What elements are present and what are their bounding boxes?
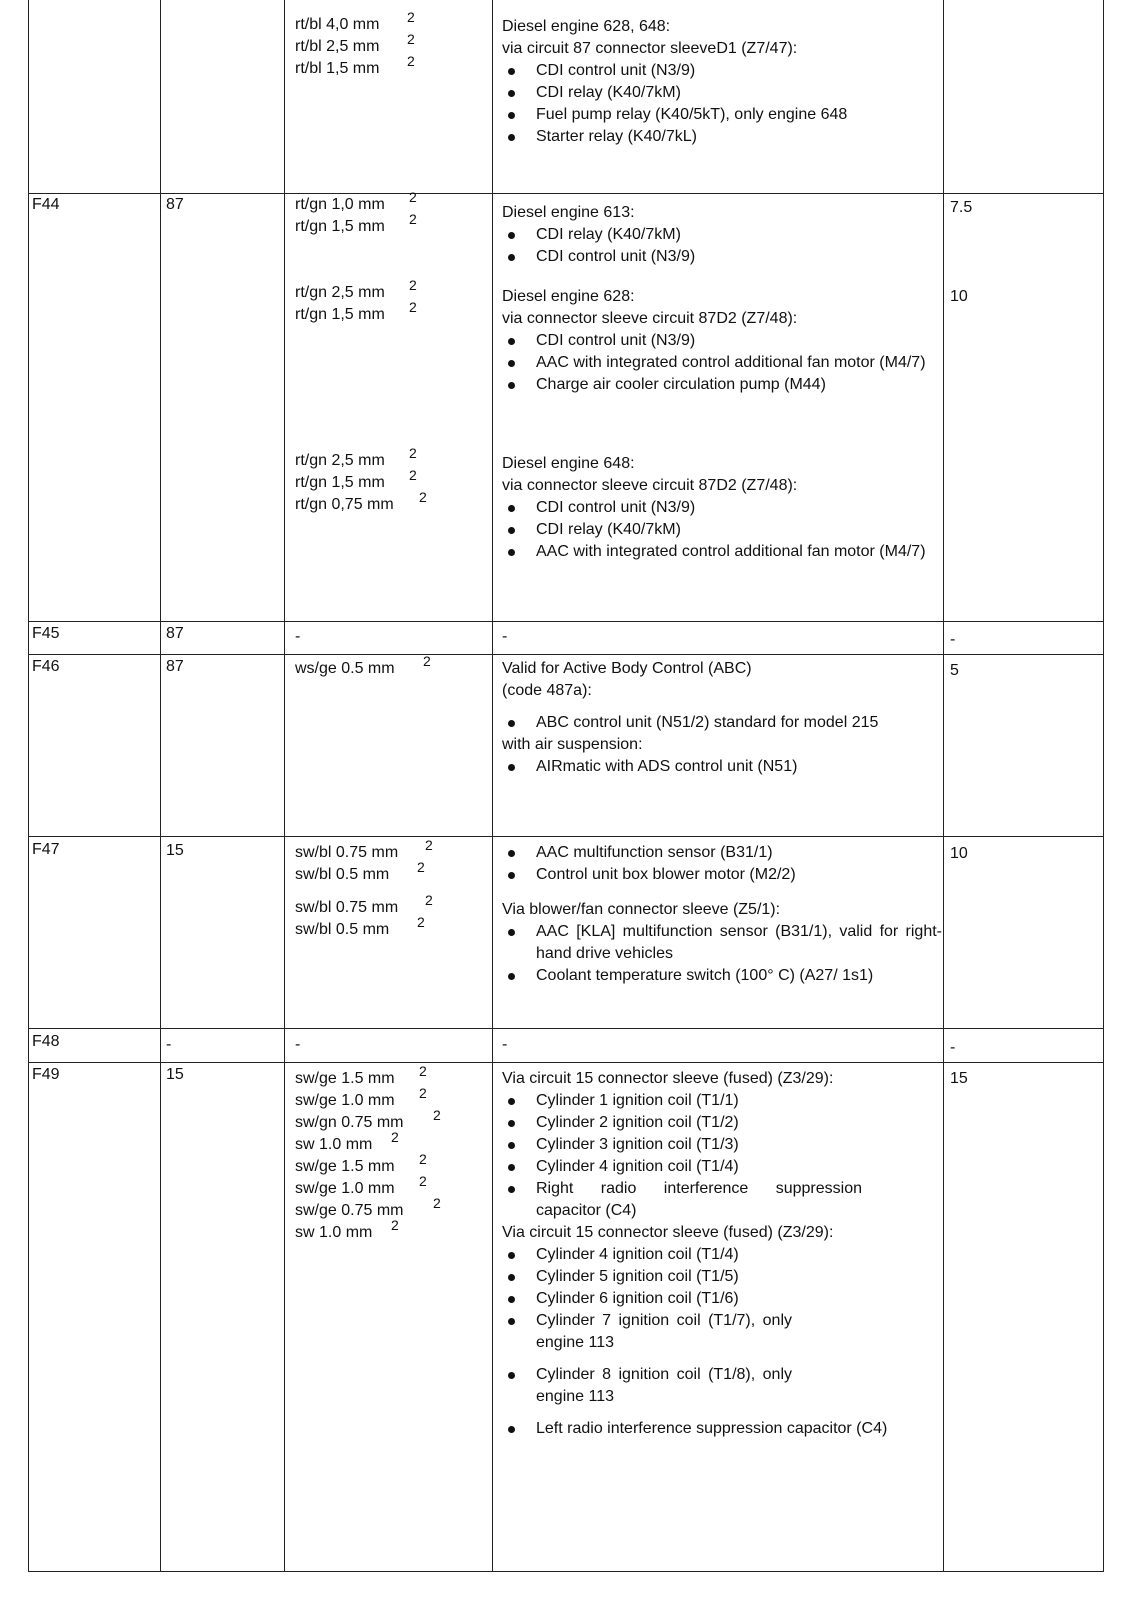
description-line: -	[502, 628, 508, 645]
wire-spec: rt/bl 2,5 mm 2	[295, 31, 415, 55]
bullet-item: Cylinder 3 ignition coil (T1/3)	[502, 1134, 942, 1156]
description-line: Via blower/fan connector sleeve (Z5/1):	[502, 901, 781, 918]
fuse-id: F44	[32, 196, 60, 213]
terminal: 87	[166, 196, 184, 213]
wire-group	[295, 445, 427, 516]
description-line: Diesel engine 628:	[502, 288, 635, 305]
bullet-item: Cylinder 5 ignition coil (T1/5)	[502, 1266, 942, 1288]
description-line: Via circuit 15 connector sleeve (fused) (Z3/29):	[502, 1070, 834, 1087]
row-divider	[28, 621, 1104, 622]
terminal: 15	[166, 842, 184, 859]
wire-group	[295, 9, 415, 80]
wire-spec: sw/ge 1.0 mm 2	[295, 1085, 427, 1109]
description-line: Diesel engine 613:	[502, 204, 635, 221]
amperage: -	[950, 1039, 956, 1056]
wire-spec: sw/gn 0.75 mm 2	[295, 1107, 441, 1131]
fuse-id: F46	[32, 658, 60, 675]
description-line: (code 487a):	[502, 682, 592, 699]
wire-spec: rt/bl 4,0 mm 2	[295, 9, 415, 33]
bullet-item: CDI control unit (N3/9)	[502, 60, 942, 82]
wire-spec: sw/bl 0.75 mm 2	[295, 892, 433, 916]
description-line: via connector sleeve circuit 87D2 (Z7/48):	[502, 310, 798, 327]
wire-spec: rt/bl 1,5 mm 2	[295, 53, 415, 77]
description-block	[502, 453, 942, 563]
wire-group	[295, 653, 431, 680]
amperage: 15	[950, 1070, 968, 1087]
fuse-id: F48	[32, 1033, 60, 1050]
wire-spec: rt/gn 1,5 mm 2	[295, 467, 417, 491]
bullet-item: CDI control unit (N3/9)	[502, 246, 942, 268]
bullet-item: Cylinder 4 ignition coil (T1/4)	[502, 1156, 942, 1178]
wire-spec: sw/bl 0.5 mm 2	[295, 914, 425, 938]
bullet-item: CDI relay (K40/7kM)	[502, 82, 942, 104]
bullet-item: Cylinder 8 ignition coil (T1/8), only engine 113	[502, 1364, 942, 1408]
wire-group	[295, 892, 433, 941]
bullet-item: CDI relay (K40/7kM)	[502, 224, 942, 246]
bullet-item: AAC with integrated control additional fan motor (M4/7)	[502, 352, 942, 374]
column-divider-1	[160, 0, 161, 1572]
row-divider	[28, 1062, 1104, 1063]
wire-spec: sw 1.0 mm 2	[295, 1217, 399, 1241]
wire-spec: ws/ge 0.5 mm 2	[295, 653, 431, 677]
wire-group	[295, 277, 417, 326]
bullet-item: Coolant temperature switch (100° C) (A27/ 1s1)	[502, 965, 942, 987]
description-line: Diesel engine 628, 648:	[502, 18, 671, 35]
description-line: Via circuit 15 connector sleeve (fused) (Z3/29):	[502, 1224, 834, 1241]
row-divider	[28, 654, 1104, 655]
description-line: -	[502, 1036, 508, 1053]
row-divider	[28, 836, 1104, 837]
wire-spec: -	[295, 1036, 301, 1053]
fuse-id: F45	[32, 625, 60, 642]
bullet-item: AAC multifunction sensor (B31/1)	[502, 842, 942, 864]
amperage: 7.5	[950, 199, 973, 216]
bullet-item: Left radio interference suppression capacitor (C4)	[502, 1418, 942, 1440]
wire-spec: rt/gn 0,75 mm 2	[295, 489, 427, 513]
fuse-id: F47	[32, 841, 60, 858]
terminal: 15	[166, 1066, 184, 1083]
bullet-item: Charge air cooler circulation pump (M44)	[502, 374, 942, 396]
bullet-item: ABC control unit (N51/2) standard for model 215	[502, 712, 942, 734]
wire-spec: sw/bl 0.5 mm 2	[295, 859, 425, 883]
bullet-item: Cylinder 7 ignition coil (T1/7), only engine 113	[502, 1310, 942, 1354]
description-block	[502, 1068, 942, 1440]
bullet-item: AIRmatic with ADS control unit (N51)	[502, 756, 942, 778]
wire-spec: rt/gn 1,0 mm 2	[295, 189, 417, 213]
fuse-id: F49	[32, 1066, 60, 1083]
wire-spec: sw/ge 0.75 mm 2	[295, 1195, 441, 1219]
bullet-item: Cylinder 2 ignition coil (T1/2)	[502, 1112, 942, 1134]
wire-spec: sw/ge 1.0 mm 2	[295, 1173, 427, 1197]
description-line: via connector sleeve circuit 87D2 (Z7/48):	[502, 477, 798, 494]
wire-spec: rt/gn 2,5 mm 2	[295, 277, 417, 301]
table-border-right	[1103, 0, 1104, 1572]
wire-spec: -	[295, 628, 301, 645]
wire-group	[295, 189, 417, 238]
table-border-bottom	[28, 1571, 1104, 1572]
wire-group	[295, 837, 433, 886]
terminal: 87	[166, 625, 184, 642]
amperage: 5	[950, 662, 959, 679]
terminal: 87	[166, 658, 184, 675]
bullet-item: Right radio interference suppression capacitor (C4)	[502, 1178, 942, 1222]
description-block	[502, 286, 942, 396]
column-divider-2	[284, 0, 285, 1572]
bullet-item: AAC [KLA] multifunction sensor (B31/1), valid for right-hand drive vehicles	[502, 921, 942, 965]
wire-spec: sw/ge 1.5 mm 2	[295, 1151, 427, 1175]
description-line: with air suspension:	[502, 736, 643, 753]
bullet-item: Fuel pump relay (K40/5kT), only engine 648	[502, 104, 942, 126]
row-divider	[28, 193, 1104, 194]
description-block	[502, 658, 942, 778]
column-divider-4	[943, 0, 944, 1572]
wire-group	[295, 1063, 441, 1244]
description-line: via circuit 87 connector sleeveD1 (Z7/47):	[502, 40, 798, 57]
bullet-item: Cylinder 4 ignition coil (T1/4)	[502, 1244, 942, 1266]
description-block	[502, 899, 942, 987]
column-divider-3	[492, 0, 493, 1572]
description-block	[502, 16, 942, 148]
bullet-item: CDI control unit (N3/9)	[502, 330, 942, 352]
terminal: -	[166, 1036, 172, 1053]
bullet-item: Control unit box blower motor (M2/2)	[502, 864, 942, 886]
bullet-item: Cylinder 6 ignition coil (T1/6)	[502, 1288, 942, 1310]
wire-spec: rt/gn 2,5 mm 2	[295, 445, 417, 469]
wire-spec: rt/gn 1,5 mm 2	[295, 299, 417, 323]
bullet-item: AAC with integrated control additional fan motor (M4/7)	[502, 541, 942, 563]
wire-spec: sw/bl 0.75 mm 2	[295, 837, 433, 861]
bullet-item: CDI control unit (N3/9)	[502, 497, 942, 519]
amperage: 10	[950, 845, 968, 862]
table-border-left	[28, 0, 29, 1572]
amperage: -	[950, 631, 956, 648]
wire-spec: sw 1.0 mm 2	[295, 1129, 399, 1153]
bullet-item: Cylinder 1 ignition coil (T1/1)	[502, 1090, 942, 1112]
amperage: 10	[950, 288, 968, 305]
description-block	[502, 842, 942, 886]
wire-spec: sw/ge 1.5 mm 2	[295, 1063, 427, 1087]
wire-spec: rt/gn 1,5 mm 2	[295, 211, 417, 235]
description-line: Diesel engine 648:	[502, 455, 635, 472]
description-block	[502, 202, 942, 268]
description-line: Valid for Active Body Control (ABC)	[502, 660, 752, 677]
bullet-item: CDI relay (K40/7kM)	[502, 519, 942, 541]
row-divider	[28, 1028, 1104, 1029]
bullet-item: Starter relay (K40/7kL)	[502, 126, 942, 148]
